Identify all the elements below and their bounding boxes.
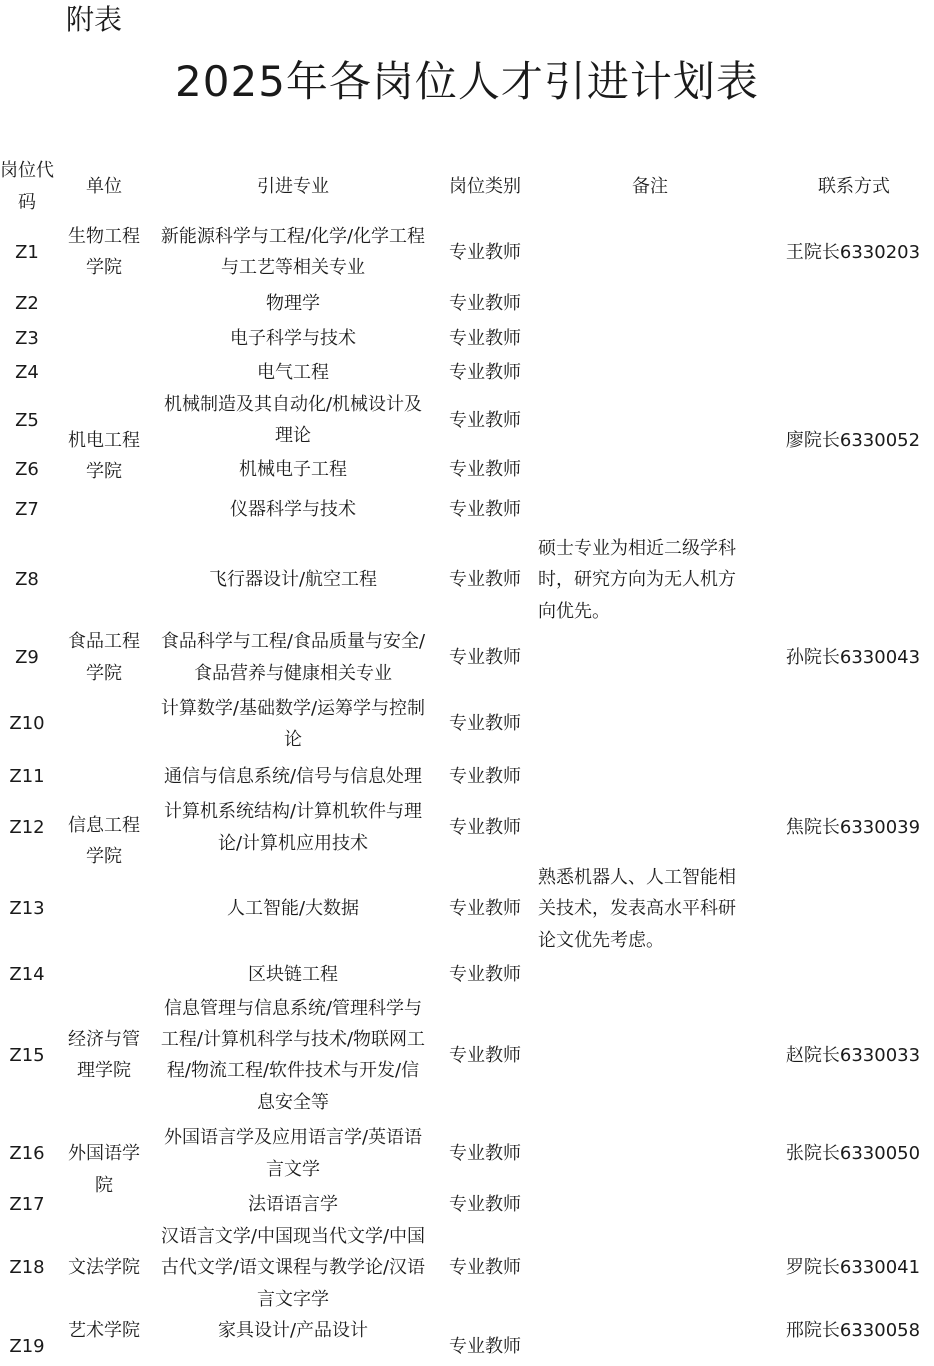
row-type: 专业教师 bbox=[449, 1194, 521, 1215]
unit-name: 文法学院 bbox=[68, 1257, 140, 1278]
appendix-label: 附表 bbox=[66, 3, 123, 36]
contact-text: 罗院长6330041 bbox=[785, 1257, 921, 1278]
row-type: 专业教师 bbox=[449, 713, 521, 734]
header-note: 备注 bbox=[632, 176, 668, 197]
row-major: 与工艺等相关专业 bbox=[221, 257, 365, 278]
unit-name: 食品工程 bbox=[68, 631, 140, 652]
row-major: 机械电子工程 bbox=[239, 459, 347, 480]
row-code: Z19 bbox=[9, 1336, 45, 1357]
row-type: 专业教师 bbox=[449, 328, 521, 349]
note-text: 时，研究方向为无人机方 bbox=[538, 569, 736, 590]
header-code-line2: 码 bbox=[18, 192, 36, 213]
note-text: 硕士专业为相近二级学科 bbox=[538, 538, 736, 559]
row-type: 专业教师 bbox=[449, 499, 521, 520]
contact-text: 王院长6330203 bbox=[785, 242, 921, 263]
row-code: Z12 bbox=[9, 817, 45, 838]
contact-text: 孙院长6330043 bbox=[785, 647, 921, 668]
unit-name: 学院 bbox=[86, 846, 122, 867]
unit-name: 艺术学院 bbox=[68, 1320, 140, 1341]
row-major: 论/计算机应用技术 bbox=[217, 833, 369, 854]
row-type: 专业教师 bbox=[449, 1336, 521, 1357]
row-code: Z7 bbox=[15, 499, 39, 520]
row-type: 专业教师 bbox=[449, 1143, 521, 1164]
row-major: 计算机系统结构/计算机软件与理 bbox=[163, 801, 423, 822]
header-type: 岗位类别 bbox=[449, 176, 521, 197]
row-code: Z6 bbox=[15, 459, 39, 480]
header-unit: 单位 bbox=[86, 176, 122, 197]
page-title: 2025年各岗位人才引进计划表 bbox=[175, 57, 759, 106]
unit-name: 经济与管 bbox=[68, 1029, 140, 1050]
row-major: 人工智能/大数据 bbox=[226, 898, 360, 919]
row-major: 区块链工程 bbox=[248, 964, 338, 985]
row-major: 家具设计/产品设计 bbox=[217, 1320, 369, 1341]
unit-name: 学院 bbox=[86, 461, 122, 482]
row-type: 专业教师 bbox=[449, 293, 521, 314]
unit-name: 学院 bbox=[86, 663, 122, 684]
row-major: 新能源科学与工程/化学/化学工程 bbox=[160, 226, 426, 247]
note-text: 关技术，发表高水平科研 bbox=[538, 898, 736, 919]
header-major: 引进专业 bbox=[257, 176, 329, 197]
row-major: 言文学 bbox=[266, 1159, 320, 1180]
row-major: 仪器科学与技术 bbox=[230, 499, 356, 520]
row-major: 飞行器设计/航空工程 bbox=[208, 569, 378, 590]
row-major: 物理学 bbox=[266, 293, 320, 314]
unit-name: 生物工程 bbox=[68, 226, 140, 247]
note-text: 熟悉机器人、人工智能相 bbox=[538, 867, 736, 888]
row-code: Z11 bbox=[9, 766, 45, 787]
row-code: Z16 bbox=[9, 1143, 45, 1164]
contact-text: 焦院长6330039 bbox=[785, 817, 921, 838]
unit-name: 外国语学 bbox=[68, 1143, 140, 1164]
row-major: 外国语言学及应用语言学/英语语 bbox=[163, 1127, 423, 1148]
contact-text: 赵院长6330033 bbox=[785, 1045, 921, 1066]
row-code: Z5 bbox=[15, 410, 39, 431]
row-code: Z3 bbox=[15, 328, 39, 349]
note-text: 向优先。 bbox=[538, 601, 610, 622]
unit-name: 学院 bbox=[86, 257, 122, 278]
row-major: 论 bbox=[284, 729, 302, 750]
row-major: 信息管理与信息系统/管理科学与 bbox=[163, 998, 423, 1019]
unit-name: 机电工程 bbox=[68, 430, 140, 451]
header-contact: 联系方式 bbox=[818, 176, 890, 197]
note-text: 论文优先考虑。 bbox=[538, 930, 664, 951]
row-type: 专业教师 bbox=[449, 410, 521, 431]
row-code: Z8 bbox=[15, 569, 39, 590]
contact-text: 张院长6330050 bbox=[785, 1143, 921, 1164]
header-code-line1: 岗位代 bbox=[0, 160, 54, 181]
row-type: 专业教师 bbox=[449, 766, 521, 787]
row-code: Z18 bbox=[9, 1257, 45, 1278]
row-type: 专业教师 bbox=[449, 362, 521, 383]
row-type: 专业教师 bbox=[449, 242, 521, 263]
row-major: 程/物流工程/软件技术与开发/信 bbox=[166, 1060, 420, 1081]
row-major: 法语语言学 bbox=[248, 1194, 338, 1215]
row-code: Z14 bbox=[9, 964, 45, 985]
row-major: 计算数学/基础数学/运筹学与控制 bbox=[160, 698, 426, 719]
unit-name: 信息工程 bbox=[68, 815, 140, 836]
unit-name: 院 bbox=[95, 1175, 113, 1196]
row-type: 专业教师 bbox=[449, 647, 521, 668]
row-code: Z2 bbox=[15, 293, 39, 314]
row-code: Z10 bbox=[9, 713, 45, 734]
row-code: Z17 bbox=[9, 1194, 45, 1215]
row-code: Z1 bbox=[15, 242, 39, 263]
row-type: 专业教师 bbox=[449, 459, 521, 480]
row-type: 专业教师 bbox=[449, 898, 521, 919]
row-type: 专业教师 bbox=[449, 1045, 521, 1066]
row-major: 汉语言文学/中国现当代文学/中国 bbox=[160, 1226, 426, 1247]
row-type: 专业教师 bbox=[449, 964, 521, 985]
row-type: 专业教师 bbox=[449, 817, 521, 838]
row-major: 电气工程 bbox=[257, 362, 329, 383]
row-major: 机械制造及其自动化/机械设计及 bbox=[163, 394, 423, 415]
row-type: 专业教师 bbox=[449, 569, 521, 590]
row-major: 食品科学与工程/食品质量与安全/ bbox=[160, 631, 426, 652]
unit-name: 理学院 bbox=[77, 1060, 131, 1081]
contact-text: 邢院长6330058 bbox=[785, 1320, 921, 1341]
row-major: 古代文学/语文课程与教学论/汉语 bbox=[160, 1257, 426, 1278]
row-major: 工程/计算机科学与技术/物联网工 bbox=[160, 1029, 426, 1050]
row-major: 食品营养与健康相关专业 bbox=[194, 663, 392, 684]
row-code: Z13 bbox=[9, 898, 45, 919]
contact-text: 廖院长6330052 bbox=[785, 430, 921, 451]
row-major: 通信与信息系统/信号与信息处理 bbox=[163, 766, 423, 787]
row-type: 专业教师 bbox=[449, 1257, 521, 1278]
row-major: 电子科学与技术 bbox=[230, 328, 356, 349]
row-major: 息安全等 bbox=[257, 1092, 329, 1113]
row-major: 言文字学 bbox=[257, 1289, 329, 1310]
row-code: Z4 bbox=[15, 362, 39, 383]
row-major: 理论 bbox=[275, 425, 311, 446]
row-code: Z15 bbox=[9, 1045, 45, 1066]
row-code: Z9 bbox=[15, 647, 39, 668]
